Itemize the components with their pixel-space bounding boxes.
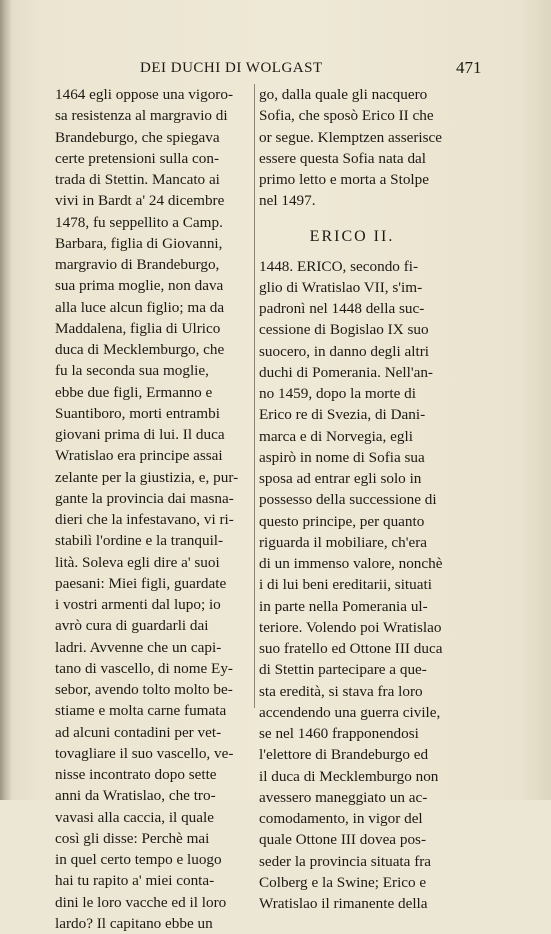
text-line: in parte nella Pomerania ul-	[259, 597, 428, 615]
text-line: ebbe due figli, Ermanno e	[55, 383, 213, 401]
text-line: alla luce alcun figlio; ma da	[55, 298, 225, 316]
text-line: tano di vascello, di nome Ey-	[55, 659, 233, 677]
text-line: Barbara, figlia di Giovanni,	[55, 234, 223, 252]
text-line: di Stettin partecipare a que-	[259, 661, 427, 679]
text-line: Wratislao era principe assai	[55, 447, 223, 465]
text-line: Maddalena, figlia di Ulrico	[55, 319, 221, 337]
text-line: no 1459, dopo la morte di	[259, 385, 416, 402]
running-title: DEI DUCHI DI WOLGAST	[140, 60, 323, 76]
text-line: nel 1497.	[259, 192, 316, 210]
text-line: sa resistenza al margraviо di	[55, 107, 228, 125]
text-line: certe pretensioni sulla con-	[55, 149, 220, 167]
text-line: possesso della successione di	[259, 491, 437, 509]
text-line: primo letto e morta a Stolpe	[259, 171, 429, 188]
text-line: 1478, fu seppellito a Camp.	[55, 213, 223, 231]
text-line: stiame e molta carne fumata	[55, 702, 227, 720]
page-number: 471	[456, 58, 482, 77]
text-line: vivi in Bardt a' 24 dicembre	[55, 192, 225, 210]
text-line: trada di Stettin. Mancato ai	[55, 171, 220, 188]
text-line: marca e di Norvegia, egli	[259, 427, 413, 445]
text-line: Brandeburgo, che spiegava	[55, 128, 220, 146]
text-line: Wratislao il rimanente della	[259, 895, 428, 912]
text-line: l'elettore di Brandeburgo ed	[259, 746, 429, 764]
text-line: Suantiboro, morti entrambi	[55, 404, 220, 422]
text-line: essere questa Sofia nata dal	[259, 149, 426, 167]
text-line: ladri. Avvenne che un capi-	[55, 638, 222, 656]
column-divider	[254, 84, 255, 708]
text-line: aspirò in nome di Sofia sua	[259, 448, 425, 466]
right-text-before-section	[259, 84, 445, 212]
text-line: fu la seconda sua moglie,	[55, 362, 209, 380]
text-line: giovani prima di lui. Il duca	[55, 426, 225, 443]
text-line: se nel 1460 frapponendosi	[259, 725, 419, 742]
text-line: zelante per la giustizia, e, pur-	[55, 468, 239, 486]
text-line: sebor, avendo tolto molto be-	[55, 681, 233, 698]
text-line: suo fratello ed Ottone III duca	[259, 640, 443, 657]
text-line: i vostri armenti dal lupo; io	[55, 596, 221, 613]
text-line: dieri che la infestavano, vi ri-	[55, 511, 234, 528]
text-line: così gli disse: Perchè mai	[55, 829, 210, 847]
text-line: hai tu rapito a' miei conta-	[55, 872, 215, 890]
running-header	[60, 58, 520, 80]
text-line: duchi di Pomerania. Nell'an-	[259, 363, 433, 381]
text-line: suocero, in danno degli altri	[259, 342, 429, 360]
text-line: paesani: Miei figli, guardate	[55, 574, 227, 592]
left-text-column	[55, 84, 251, 934]
text-line: avrò cura di guardarli dai	[55, 617, 209, 635]
text-line: tovagliare il suo vascello, ve-	[55, 744, 234, 762]
text-line: vavasi alla caccia, il quale	[55, 808, 214, 826]
text-line: or segue. Klemptzen asserisce	[259, 128, 443, 146]
text-line: stabilì l'ordine e la tranquil-	[55, 532, 224, 550]
text-line: sposa ad entrar egli solo in	[259, 470, 422, 487]
text-line: Erico re di Svezia, di Dani-	[259, 406, 426, 424]
right-text-column	[259, 84, 445, 914]
section-title: ERICO II.	[309, 227, 395, 245]
text-line: ad alcuni contadini per vet-	[55, 723, 222, 741]
text-line: quale Ottone III dovea pos-	[259, 831, 427, 849]
page-binding-shadow	[0, 0, 12, 800]
text-line: sta eredità, si stava fra loro	[259, 682, 423, 700]
text-line: gante la provincia dai masna-	[55, 489, 234, 507]
text-line: riguarda il mobiliare, ch'era	[259, 533, 428, 551]
text-line: accendendo una guerra civile,	[259, 703, 441, 721]
text-line: duca di Mecklemburgo, che	[55, 341, 225, 358]
right-text-after-section	[259, 256, 445, 915]
text-line: sua prima moglie, non dava	[55, 277, 224, 295]
text-line: seder la provincia situata fra	[259, 852, 432, 870]
text-line: il duca di Mecklemburgo non	[259, 767, 439, 785]
text-line: 1464 egli oppose una vigoro-	[55, 86, 234, 103]
text-line: glio di Wratislao VII, s'im-	[259, 278, 423, 296]
text-line: lità. Soleva egli dire a' suoi	[55, 553, 220, 571]
text-line: anni da Wratislao, che tro-	[55, 787, 216, 805]
text-line: go, dalla quale gli nacquero	[259, 86, 428, 103]
text-line: margravio di Brandeburgo,	[55, 256, 220, 273]
text-line: Sofia, che sposò Erico II che	[259, 107, 434, 125]
text-line: di un immenso valore, nonchè	[259, 555, 443, 572]
text-line: padronì nel 1448 della suc-	[259, 300, 425, 317]
text-line: dini le loro vacche ed il loro	[55, 893, 227, 911]
text-line: avessero maneggiato un ac-	[259, 788, 428, 806]
text-line: teriore. Volendo poi Wratislao	[259, 618, 442, 636]
text-line: questo principe, per quanto	[259, 512, 425, 530]
text-line: cessione di Bogislao IX suo	[259, 321, 429, 339]
text-line: i di lui beni ereditarii, situati	[259, 576, 432, 594]
text-line: 1448. ERICO, secondo fi-	[259, 257, 419, 275]
text-line: Colberg e la Swine; Erico e	[259, 873, 427, 891]
text-line: nisse incontrato dopo sette	[55, 766, 217, 783]
text-line: comodamento, in vigor del	[259, 810, 423, 827]
text-line: in quel certo tempo e luogo	[55, 851, 222, 868]
text-line: lardo? Il capitano ebbe un	[55, 914, 213, 932]
